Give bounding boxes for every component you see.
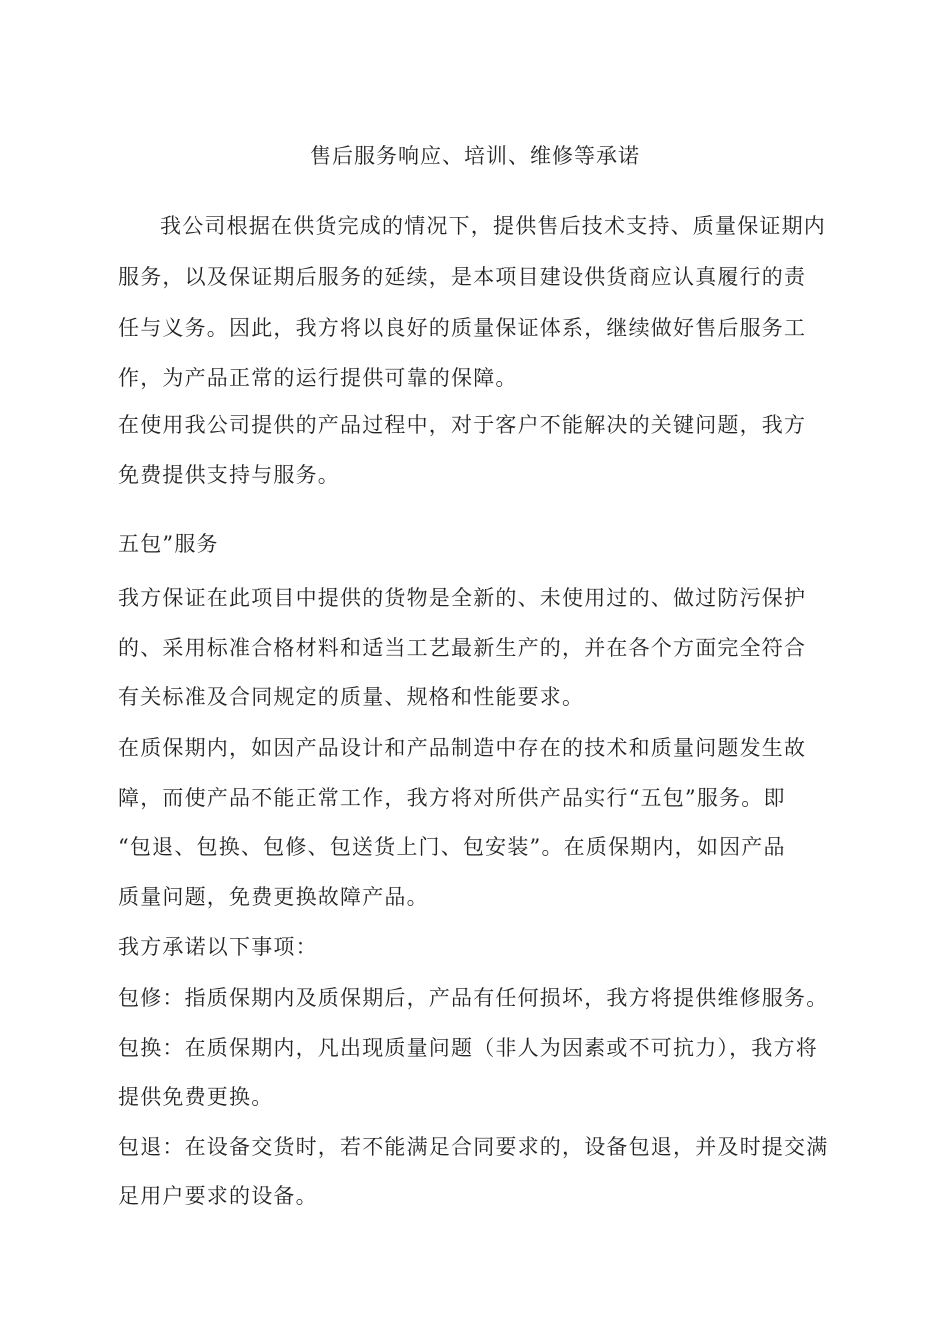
text-line-5: 在使用我公司提供的产品过程中，对于客户不能解决的关键问题，我方 [118, 413, 807, 437]
text-line-6: 免费提供支持与服务。 [118, 463, 340, 487]
text-line-3: 任与义务。因此，我方将以良好的质量保证体系，继续做好售后服务工 [118, 316, 807, 340]
text-line-11: 在质保期内，如因产品设计和产品制造中存在的技术和质量问题发生故 [118, 736, 807, 760]
text-line-2: 服务，以及保证期后服务的延续，是本项目建设供货商应认真履行的责 [118, 265, 807, 289]
text-line-4: 作，为产品正常的运行提供可靠的保障。 [118, 366, 518, 390]
text-line-10: 有关标准及合同规定的质量、规格和性能要求。 [118, 685, 585, 709]
text-line-19: 包退：在设备交货时，若不能满足合同要求的，设备包退，并及时提交满 [118, 1135, 829, 1159]
text-line-12: 障，而使产品不能正常工作，我方将对所供产品实行“五包”服务。即 [118, 786, 786, 810]
text-line-15: 我方承诺以下事项： [118, 935, 318, 959]
page-title: 售后服务响应、培训、维修等承诺 [310, 144, 640, 168]
text-line-13: “包退、包换、包修、包送货上门、包安装”。在质保期内，如因产品 [118, 835, 786, 859]
text-line-1: 我公司根据在供货完成的情况下，提供售后技术支持、质量保证期内 [160, 214, 826, 238]
text-line-8: 我方保证在此项目中提供的货物是全新的、未使用过的、做过防污保护 [118, 586, 807, 610]
section-heading: 五包”服务 [118, 532, 219, 556]
text-line-9: 的、采用标准合格材料和适当工艺最新生产的，并在各个方面完全符合 [118, 636, 807, 660]
text-line-16: 包修：指质保期内及质保期后，产品有任何损坏，我方将提供维修服务。 [118, 986, 829, 1010]
text-line-14: 质量问题，免费更换故障产品。 [118, 885, 429, 909]
text-line-20: 足用户要求的设备。 [118, 1184, 318, 1208]
text-line-18: 提供免费更换。 [118, 1085, 274, 1109]
text-line-17: 包换：在质保期内，凡出现质量问题（非人为因素或不可抗力），我方将 [118, 1036, 818, 1060]
